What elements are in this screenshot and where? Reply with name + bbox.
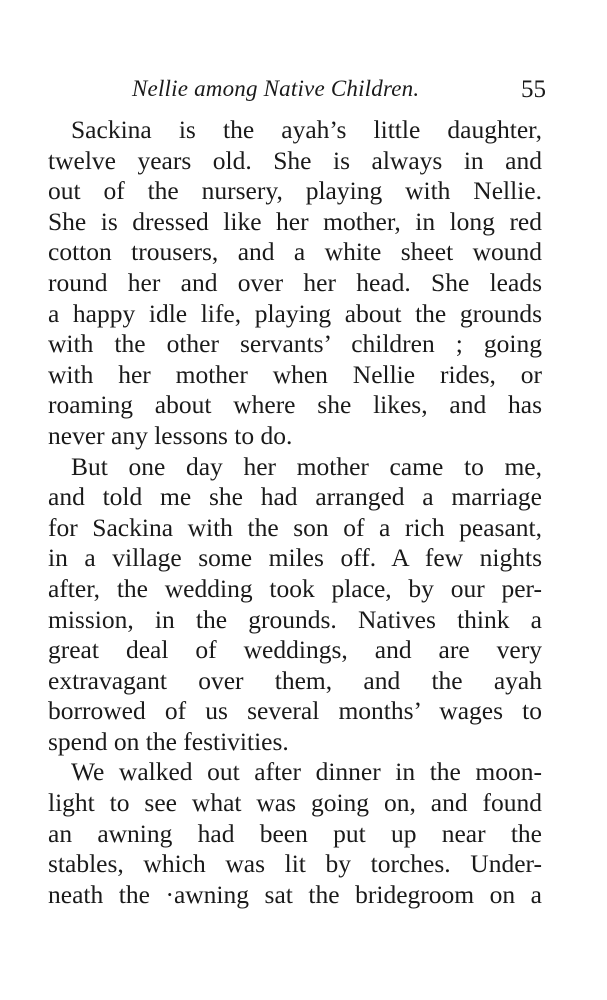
paragraph [48, 115, 542, 452]
text-line: borrowed of us several months’ wages to [48, 696, 542, 726]
text-line: out of the nursery, playing with Nellie. [48, 176, 542, 206]
text-line: roaming about where she likes, and has [48, 390, 542, 420]
text-line: neath the ·awning sat the bridegroom on a [48, 879, 542, 909]
text-line: spend on the festivities. [48, 726, 289, 756]
text-line: a happy idle life, playing about the grounds [48, 298, 542, 328]
text-line: great deal of weddings, and are very [48, 635, 542, 665]
text-line: in a village some miles off. A few nights [48, 543, 542, 573]
text-line: cotton trousers, and a white sheet wound [48, 237, 542, 267]
page-number: 55 [521, 76, 546, 103]
text-line: extravagant over them, and the ayah [48, 665, 542, 695]
text-line: We walked out after dinner in the moon- [71, 757, 542, 787]
text-line: with her mother when Nellie rides, or [48, 359, 542, 389]
text-line: never any lessons to do. [48, 420, 293, 450]
running-title: Nellie among Native Children. [132, 76, 420, 101]
body-text [48, 115, 542, 910]
text-line: She is dressed like her mother, in long red [48, 206, 542, 236]
paragraph [48, 452, 542, 758]
text-line: But one day her mother came to me, [71, 451, 542, 481]
text-line: Sackina is the ayah’s little daughter, [71, 115, 542, 144]
running-head [48, 76, 546, 108]
text-line: round her and over her head. She leads [48, 267, 542, 297]
text-line: light to see what was going on, and found [48, 788, 542, 818]
text-line: an awning had been put up near the [48, 818, 542, 848]
text-line: and told me she had arranged a marriage [48, 482, 542, 512]
text-line: for Sackina with the son of a rich peasant, [48, 512, 542, 542]
text-line: twelve years old. She is always in and [48, 145, 542, 175]
paragraph [48, 757, 542, 910]
text-line: after, the wedding took place, by our per- [48, 573, 542, 603]
text-line: mission, in the grounds. Natives think a [48, 604, 542, 634]
text-line: stables, which was lit by torches. Under- [48, 849, 542, 879]
text-line: with the other servants’ children ; going [48, 329, 542, 359]
